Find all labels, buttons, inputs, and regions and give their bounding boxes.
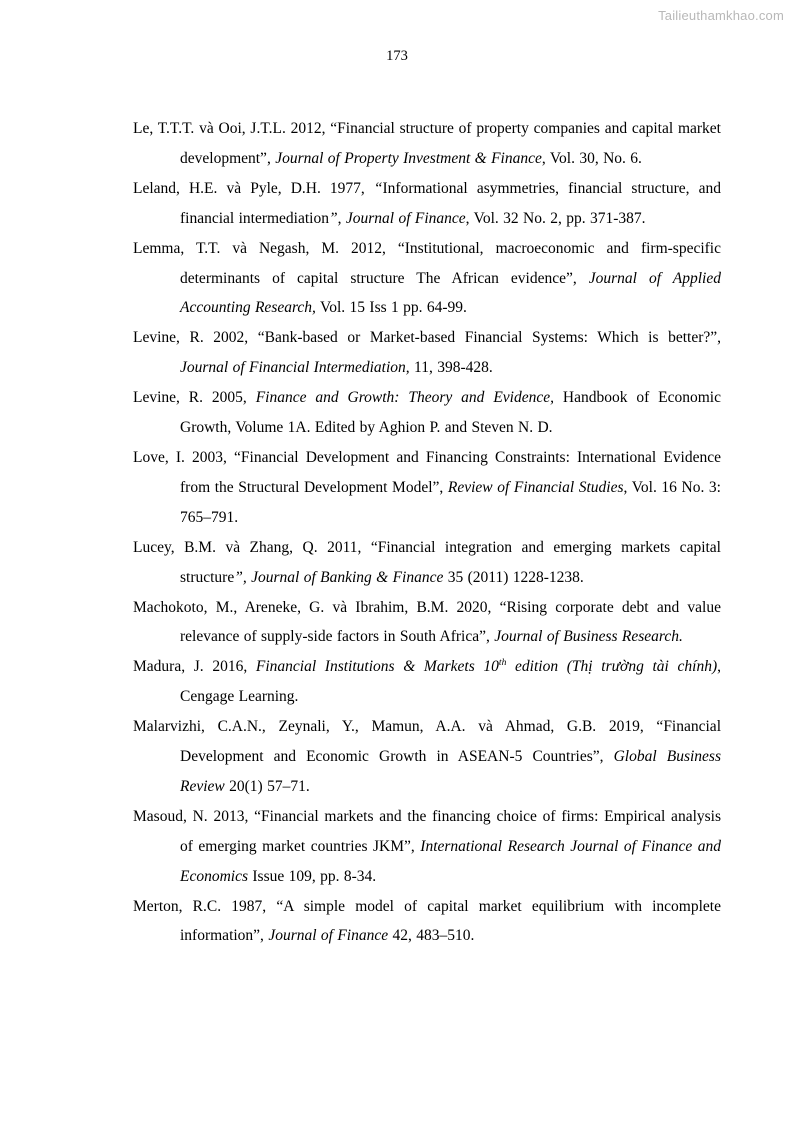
reference-text: Vol. 15 Iss 1 pp. 64-99.: [315, 299, 467, 317]
reference-text: Love, I. 2003, “Financial Development and Financing Constraints: International Evidence from the Structural Development Model”,: [133, 448, 721, 496]
reference-entry: [133, 443, 721, 533]
reference-text: , Cengage Learning.: [180, 658, 721, 706]
reference-text: Le, T.T.T. và Ooi, J.T.L. 2012, “Financial structure of property companies and capital market development”,: [133, 120, 721, 167]
reference-italic-text: “: [373, 179, 383, 197]
reference-text: Handbook of Economic Growth, Volume 1A. Edited by Aghion P. and Steven N. D.: [180, 389, 721, 437]
reference-entry: [133, 114, 721, 174]
reference-italic-text: ”: [328, 209, 338, 227]
reference-text: 11, 398-428.: [409, 359, 493, 377]
reference-entry: [133, 652, 721, 712]
page-number: 173: [386, 48, 408, 64]
reference-entry: [133, 383, 721, 443]
reference-italic-text: Finance and Growth: Theory and Evidence,: [255, 389, 554, 407]
reference-entry: [133, 712, 721, 802]
reference-text: , Vol. 16 No. 3: 765–791.: [180, 478, 721, 526]
reference-text: 35 (2011) 1228-1238.: [443, 568, 584, 586]
reference-text: Merton, R.C. 1987, “A simple model of capital market equilibrium with incomplete information”,: [133, 897, 721, 945]
reference-text: 20(1) 57–71.: [224, 777, 310, 795]
reference-text: Malarvizhi, C.A.N., Zeynali, Y., Mamun, A.A. và Ahmad, G.B. 2019, “Financial Development and Economic Growth in ASEAN-5 Countries”,: [133, 718, 721, 766]
reference-italic-text: Journal of Finance: [345, 209, 466, 227]
reference-entry: [133, 533, 721, 593]
reference-text: Levine, R. 2005,: [133, 389, 256, 407]
reference-text: Masoud, N. 2013, “Financial markets and the financing choice of firms: Empirical analysis of emerging market countries JKM”,: [133, 807, 721, 855]
reference-italic-text: th: [498, 657, 507, 669]
reference-text: Lucey, B.M. và Zhang, Q. 2011, “Financial integration and emerging markets capital structure: [133, 538, 721, 586]
references-list: [133, 114, 721, 951]
reference-italic-text: Journal of Property Investment & Finance: [275, 149, 542, 167]
reference-italic-text: Global Business Review: [180, 748, 721, 795]
watermark: Tailieuthamkhao.com: [658, 8, 784, 23]
reference-text: Issue 109, pp. 8-34.: [248, 867, 377, 885]
reference-italic-text: Journal of Banking & Finance: [251, 568, 444, 586]
reference-text: Madura, J. 2016,: [133, 658, 256, 676]
reference-entry: [133, 174, 721, 234]
reference-entry: [133, 802, 721, 892]
reference-text: 42, 483–510.: [388, 927, 475, 945]
reference-entry: [133, 234, 721, 324]
reference-italic-text: edition (Thị trường tài chính): [506, 658, 718, 676]
reference-entry: [133, 593, 721, 653]
reference-italic-text: ”,: [234, 568, 247, 586]
reference-text: Lemma, T.T. và Negash, M. 2012, “Institutional, macroeconomic and firm-specific determinants of capital structure The African evidence”,: [133, 239, 721, 287]
reference-italic-text: Financial Institutions & Markets 10: [255, 658, 499, 676]
reference-italic-text: Journal of Finance: [268, 927, 389, 945]
reference-italic-text: International Research Journal of Finance and Economics: [180, 837, 722, 885]
reference-text: Machokoto, M., Areneke, G. và Ibrahim, B.M. 2020, “Rising corporate debt and value relevance of supply-side factors in South Africa”,: [133, 598, 721, 646]
reference-italic-text: Review of Financial Studies: [447, 478, 624, 496]
reference-text: ,: [337, 209, 346, 227]
reference-text: , Vol. 30, No. 6.: [541, 149, 642, 167]
reference-entry: [133, 892, 721, 952]
reference-text: Informational asymmetries, financial structure, and financial intermediation: [180, 179, 721, 227]
reference-italic-text: Journal of Applied Accounting Research,: [180, 269, 721, 317]
reference-italic-text: Journal of Financial Intermediation,: [180, 359, 410, 377]
reference-text: Levine, R. 2002, “Bank-based or Market-based Financial Systems: Which is better?”,: [133, 329, 721, 347]
reference-text: Leland, H.E. và Pyle, D.H. 1977,: [133, 179, 374, 197]
reference-text: , Vol. 32 No. 2, pp. 371-387.: [465, 209, 646, 227]
reference-entry: [133, 323, 721, 383]
reference-italic-text: Journal of Business Research.: [494, 628, 683, 646]
